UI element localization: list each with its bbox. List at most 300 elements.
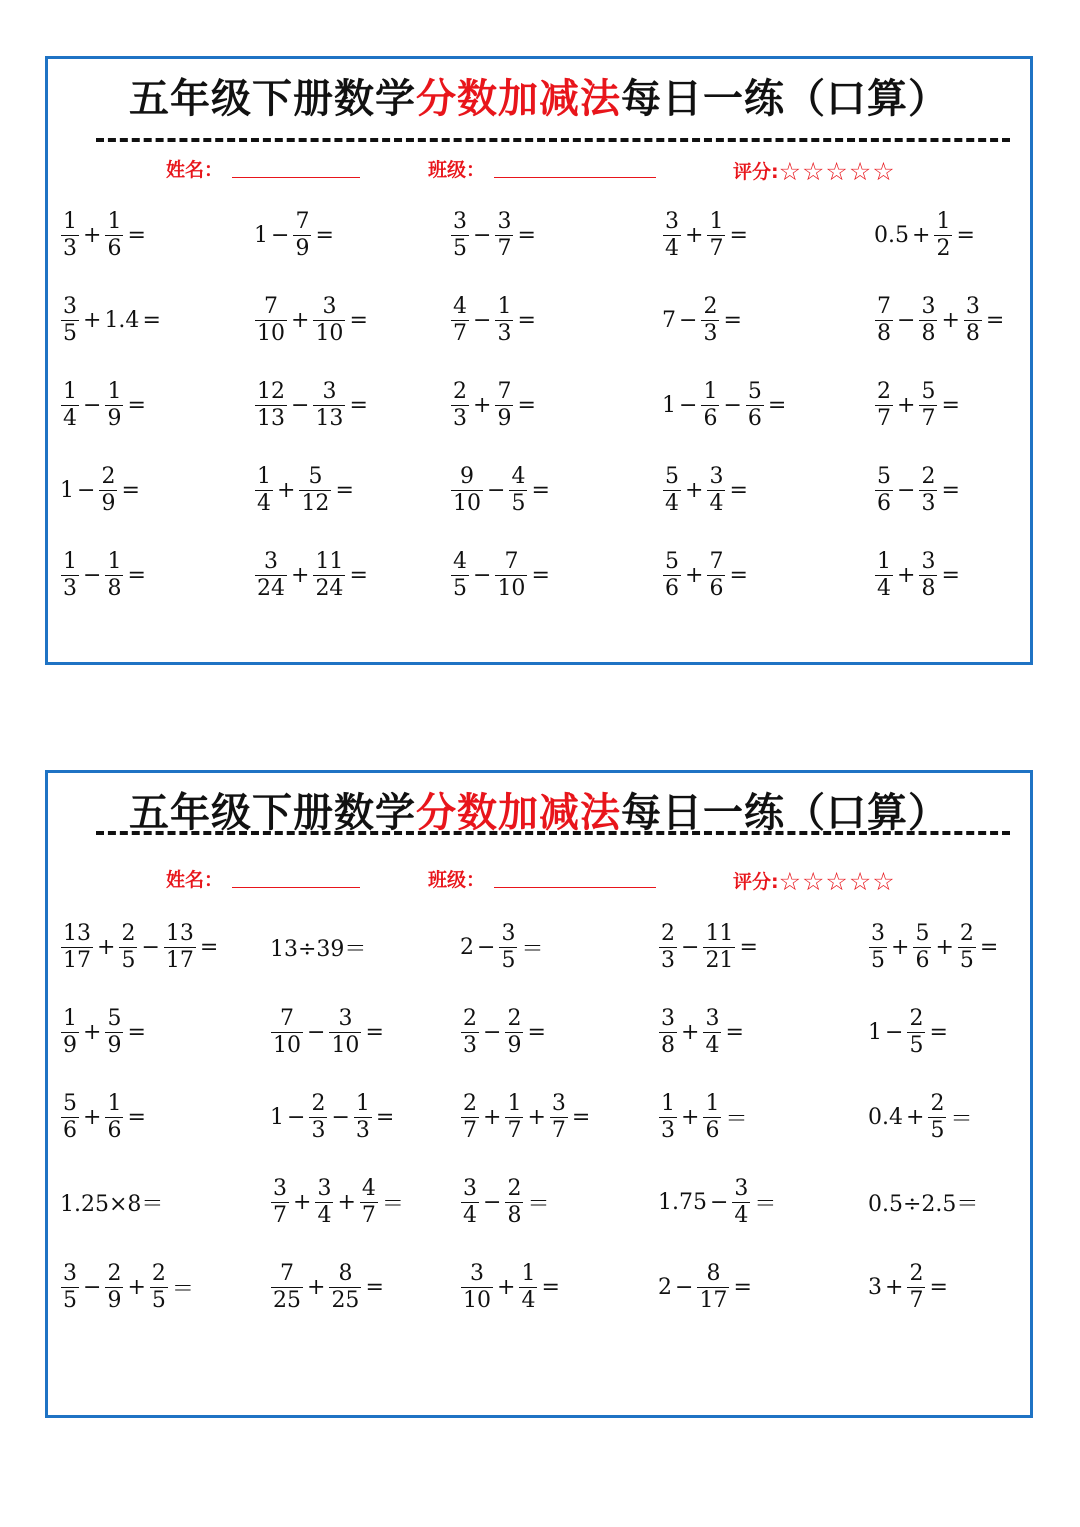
numerator: 3: [501, 920, 516, 946]
denominator: 6: [747, 405, 762, 431]
fraction: [461, 1006, 479, 1059]
operator: −: [83, 1274, 102, 1300]
numerator: 12: [257, 378, 285, 404]
student-info: [48, 155, 1030, 185]
denominator: 3: [661, 1117, 675, 1143]
fraction: [934, 209, 952, 262]
denominator: 4: [877, 575, 891, 601]
operator: =: [733, 1274, 752, 1300]
fraction: [958, 921, 976, 974]
number: 0.4: [868, 1104, 903, 1130]
numerator: 3: [338, 1005, 353, 1031]
numerator: 3: [63, 1260, 77, 1286]
problem-row: [48, 1247, 1030, 1327]
denominator: 9: [107, 405, 122, 431]
problem: [270, 992, 387, 1072]
numerator: 5: [877, 463, 891, 489]
problem: [658, 1247, 755, 1327]
denominator: 7: [507, 1117, 522, 1143]
operator: =: [315, 222, 334, 248]
numerator: 3: [264, 548, 278, 574]
operator: =: [375, 1104, 395, 1130]
worksheet-title: [48, 67, 1030, 124]
operator: =: [349, 562, 368, 588]
operator: =: [121, 477, 140, 503]
operator: −: [897, 307, 916, 333]
problem-row: [48, 992, 1030, 1072]
number: 1.75: [658, 1189, 707, 1215]
fraction: [663, 464, 681, 517]
fraction: [703, 1091, 721, 1144]
operator: −: [885, 1019, 904, 1045]
denominator: 8: [661, 1032, 675, 1058]
fraction: [313, 294, 345, 347]
class-field[interactable]: [494, 887, 656, 888]
star-rating[interactable]: ☆☆☆☆☆: [778, 867, 896, 896]
title-suffix: 每日一练（口算）: [621, 76, 949, 122]
numerator: 1: [63, 208, 77, 234]
problem: [254, 195, 337, 275]
denominator: 9: [107, 1032, 122, 1058]
fraction: [913, 921, 931, 974]
operator: =: [725, 1019, 744, 1045]
operator: −: [271, 222, 290, 248]
problem-row: [48, 1162, 1030, 1242]
denominator: 6: [915, 947, 930, 973]
numerator: 3: [921, 293, 936, 319]
numerator: 2: [507, 1175, 522, 1201]
fraction: [461, 1091, 479, 1144]
fraction: [255, 379, 287, 432]
operator: +: [935, 934, 954, 960]
denominator: 21: [705, 947, 734, 973]
denominator: 9: [101, 490, 116, 516]
numerator: 7: [280, 1260, 294, 1286]
numerator: 3: [497, 208, 512, 234]
operator: =: [127, 1019, 146, 1045]
operator: −: [675, 1274, 694, 1300]
denominator: 5: [930, 1117, 945, 1143]
denominator: 9: [507, 1032, 522, 1058]
denominator: 24: [257, 575, 285, 601]
operator: +: [277, 477, 296, 503]
operator: −: [483, 1189, 502, 1215]
operator: +: [906, 1104, 925, 1130]
fraction: [703, 921, 735, 974]
fraction: [499, 921, 517, 974]
operator: +: [897, 562, 916, 588]
fraction: [707, 464, 725, 517]
problem: [254, 365, 371, 445]
problem: [658, 907, 761, 987]
numerator: 4: [511, 463, 526, 489]
operator: +: [912, 222, 931, 248]
worksheet-title: [48, 781, 1030, 838]
problem: [868, 907, 1001, 987]
operator: =: [929, 1274, 948, 1300]
fraction: [659, 1006, 677, 1059]
denominator: 25: [331, 1287, 360, 1313]
denominator: 3: [311, 1117, 326, 1143]
fraction: [105, 209, 123, 262]
numerator: 1: [705, 1090, 720, 1116]
numerator: 1: [257, 463, 271, 489]
problem: [254, 280, 371, 360]
problem: [60, 1247, 197, 1327]
denominator: 8: [107, 575, 122, 601]
problem: [270, 1162, 407, 1242]
numerator: 7: [264, 293, 278, 319]
fraction: [105, 1261, 123, 1314]
problem-row: [48, 450, 1030, 530]
denominator: 5: [453, 235, 467, 261]
fraction: [451, 549, 469, 602]
problem: [60, 1077, 149, 1157]
denominator: 5: [63, 1287, 77, 1313]
numerator: 7: [709, 548, 724, 574]
fraction: [505, 1006, 523, 1059]
operator: +: [897, 392, 916, 418]
denominator: 6: [63, 1117, 77, 1143]
fraction: [701, 294, 719, 347]
denominator: 7: [453, 320, 467, 346]
fraction: [271, 1176, 289, 1229]
denominator: 4: [709, 490, 724, 516]
operator: =: [767, 392, 787, 418]
operator: =: [541, 1274, 560, 1300]
denominator: 5: [511, 490, 526, 516]
numerator: 2: [101, 463, 116, 489]
denominator: 6: [107, 1117, 122, 1143]
problem: [60, 907, 221, 987]
fraction: [451, 209, 469, 262]
denominator: 24: [315, 575, 344, 601]
fraction: [495, 294, 513, 347]
numerator: 13: [165, 920, 194, 946]
numerator: 7: [877, 293, 891, 319]
operator: −: [483, 1019, 502, 1045]
numerator: 2: [921, 463, 936, 489]
operator: −: [83, 562, 102, 588]
fraction: [329, 1006, 361, 1059]
fraction: [461, 1176, 479, 1229]
problem: [874, 195, 978, 275]
problem: [868, 992, 951, 1072]
fraction: [505, 1176, 523, 1229]
problem-row: [48, 907, 1030, 987]
operator: =: [127, 222, 146, 248]
operator: =: [127, 1104, 146, 1130]
operator: +: [483, 1104, 502, 1130]
denominator: 3: [355, 1117, 370, 1143]
numerator: 5: [107, 1005, 122, 1031]
operator: −: [473, 562, 492, 588]
denominator: 10: [463, 1287, 491, 1313]
number: 1: [868, 1019, 882, 1045]
operator: ＝: [381, 1191, 404, 1217]
operator: =: [349, 307, 368, 333]
denominator: 5: [871, 947, 885, 973]
denominator: 17: [699, 1287, 728, 1313]
numerator: 1: [107, 548, 122, 574]
fraction: [495, 379, 513, 432]
fraction: [451, 464, 483, 517]
numerator: 2: [151, 1260, 166, 1286]
denominator: 5: [501, 947, 516, 973]
numerator: 1: [703, 378, 718, 404]
denominator: 4: [705, 1032, 720, 1058]
numerator: 4: [361, 1175, 376, 1201]
problem: [60, 535, 149, 615]
fraction: [61, 1261, 79, 1314]
operator: −: [487, 477, 506, 503]
operator: −: [307, 1019, 326, 1045]
denominator: 3: [703, 320, 718, 346]
fraction: [315, 1176, 333, 1229]
problem: [874, 450, 963, 530]
denominator: 5: [121, 947, 136, 973]
denominator: 17: [63, 947, 91, 973]
denominator: 9: [295, 235, 310, 261]
number: 1: [60, 477, 74, 503]
problem: [254, 535, 371, 615]
star-rating[interactable]: ☆☆☆☆☆: [778, 157, 896, 186]
problem: [270, 1247, 387, 1327]
operator: =: [531, 477, 550, 503]
denominator: 7: [551, 1117, 566, 1143]
denominator: 3: [453, 405, 467, 431]
fraction: [495, 209, 513, 262]
denominator: 9: [107, 1287, 122, 1313]
problem: [460, 907, 546, 987]
operator: =: [527, 1019, 546, 1045]
problem: [60, 450, 143, 530]
operator: +: [685, 222, 704, 248]
denominator: 4: [665, 490, 679, 516]
operator: ＝: [754, 1191, 777, 1217]
operator: =: [517, 392, 536, 418]
denominator: 3: [63, 235, 77, 261]
numerator: 2: [877, 378, 891, 404]
fraction: [907, 1261, 925, 1314]
problem: [270, 1077, 397, 1157]
numerator: 3: [322, 293, 337, 319]
denominator: 10: [315, 320, 344, 346]
denominator: 9: [63, 1032, 77, 1058]
title-suffix: 每日一练（口算）: [621, 790, 949, 836]
operator: −: [331, 1104, 350, 1130]
problem: [60, 365, 149, 445]
numerator: 11: [705, 920, 734, 946]
problem: [60, 280, 164, 360]
denominator: 5: [959, 947, 974, 973]
problem: [662, 195, 751, 275]
problem: [658, 1077, 750, 1157]
numerator: 1: [107, 208, 122, 234]
denominator: 4: [521, 1287, 536, 1313]
numerator: 2: [463, 1005, 477, 1031]
denominator: 6: [705, 1117, 720, 1143]
fraction: [919, 549, 937, 602]
numerator: 7: [504, 548, 519, 574]
problem: [450, 365, 539, 445]
operator: ＝: [171, 1276, 194, 1302]
dashed-divider: [96, 831, 1010, 835]
fraction: [732, 1176, 750, 1229]
fraction: [329, 1261, 361, 1314]
numerator: 1: [107, 1090, 122, 1116]
fraction: [255, 294, 287, 347]
numerator: 2: [959, 920, 974, 946]
number: 1: [662, 392, 676, 418]
fraction: [451, 379, 469, 432]
operator: −: [897, 477, 916, 503]
numerator: 2: [311, 1090, 326, 1116]
numerator: 1: [936, 208, 951, 234]
number: 1: [254, 222, 268, 248]
denominator: 7: [361, 1202, 376, 1228]
number: 13÷39＝: [270, 936, 367, 962]
fraction: [61, 921, 93, 974]
operator: +: [685, 562, 704, 588]
numerator: 5: [665, 548, 679, 574]
number: 1.25×8＝: [60, 1191, 164, 1217]
fraction: [659, 921, 677, 974]
student-info: [48, 865, 1030, 895]
denominator: 9: [497, 405, 512, 431]
number: 2: [460, 934, 474, 960]
name-field[interactable]: [232, 177, 360, 178]
fraction: [869, 921, 887, 974]
denominator: 6: [107, 235, 122, 261]
name-field[interactable]: [232, 887, 360, 888]
dashed-divider: [96, 138, 1010, 142]
operator: −: [679, 307, 698, 333]
operator: =: [365, 1274, 384, 1300]
operator: =: [979, 934, 999, 960]
fraction: [313, 549, 345, 602]
fraction: [105, 1091, 123, 1144]
numerator: 7: [280, 1005, 294, 1031]
denominator: 3: [463, 1032, 477, 1058]
operator: −: [477, 934, 496, 960]
fraction: [105, 379, 123, 432]
denominator: 10: [453, 490, 481, 516]
operator: +: [83, 1104, 102, 1130]
class-label: 班级：: [428, 869, 486, 891]
operator: −: [83, 392, 102, 418]
numerator: 1: [107, 378, 122, 404]
fraction: [451, 294, 469, 347]
operator: =: [571, 1104, 591, 1130]
problem: [868, 1162, 978, 1242]
class-field[interactable]: [494, 177, 656, 178]
problem: [450, 280, 539, 360]
operator: −: [473, 222, 492, 248]
fraction: [61, 379, 79, 432]
fraction: [919, 294, 937, 347]
worksheet-1: [45, 56, 1033, 665]
operator: +: [473, 392, 492, 418]
problem-row: [48, 280, 1030, 360]
operator: −: [681, 934, 700, 960]
fraction: [701, 379, 719, 432]
denominator: 7: [273, 1202, 287, 1228]
fraction: [105, 1006, 123, 1059]
operator: +: [681, 1104, 700, 1130]
denominator: 5: [151, 1287, 166, 1313]
denominator: 5: [63, 320, 77, 346]
title-highlight: 分数加减法: [416, 76, 621, 122]
fraction: [461, 1261, 493, 1314]
numerator: 1: [877, 548, 891, 574]
numerator: 1: [709, 208, 724, 234]
operator: +: [885, 1274, 904, 1300]
operator: =: [929, 1019, 948, 1045]
fraction: [746, 379, 764, 432]
denominator: 12: [301, 490, 330, 516]
operator: +: [293, 1189, 312, 1215]
problem: [662, 450, 751, 530]
fraction: [61, 1006, 79, 1059]
operator: =: [985, 307, 1005, 333]
numerator: 3: [661, 1005, 675, 1031]
problem: [254, 450, 357, 530]
fraction: [313, 379, 345, 432]
fraction: [509, 464, 527, 517]
numerator: 3: [317, 1175, 332, 1201]
operator: +: [291, 562, 310, 588]
number: 0.5: [874, 222, 909, 248]
denominator: 13: [315, 405, 344, 431]
operator: +: [681, 1019, 700, 1045]
operator: +: [83, 222, 102, 248]
numerator: 1: [355, 1090, 370, 1116]
number: 3: [868, 1274, 882, 1300]
problem: [460, 1162, 552, 1242]
operator: −: [473, 307, 492, 333]
operator: =: [941, 562, 960, 588]
fraction: [293, 209, 311, 262]
operator: =: [729, 477, 748, 503]
denominator: 4: [317, 1202, 332, 1228]
fraction: [505, 1091, 523, 1144]
operator: +: [685, 477, 704, 503]
operator: =: [517, 222, 536, 248]
fraction: [550, 1091, 568, 1144]
fraction: [697, 1261, 729, 1314]
denominator: 3: [661, 947, 675, 973]
operator: +: [941, 307, 960, 333]
denominator: 7: [921, 405, 936, 431]
numerator: 3: [705, 1005, 720, 1031]
fraction: [119, 921, 137, 974]
denominator: 3: [63, 575, 77, 601]
operator: ＝: [521, 936, 544, 962]
numerator: 2: [453, 378, 467, 404]
numerator: 3: [665, 208, 679, 234]
numerator: 2: [703, 293, 718, 319]
operator: =: [941, 392, 960, 418]
fraction: [61, 549, 79, 602]
numerator: 1: [661, 1090, 675, 1116]
score-label: [733, 865, 896, 894]
numerator: 4: [453, 548, 467, 574]
numerator: 3: [871, 920, 885, 946]
numerator: 5: [665, 463, 679, 489]
numerator: 3: [322, 378, 337, 404]
title-main: 五年级下册数学: [129, 76, 416, 122]
